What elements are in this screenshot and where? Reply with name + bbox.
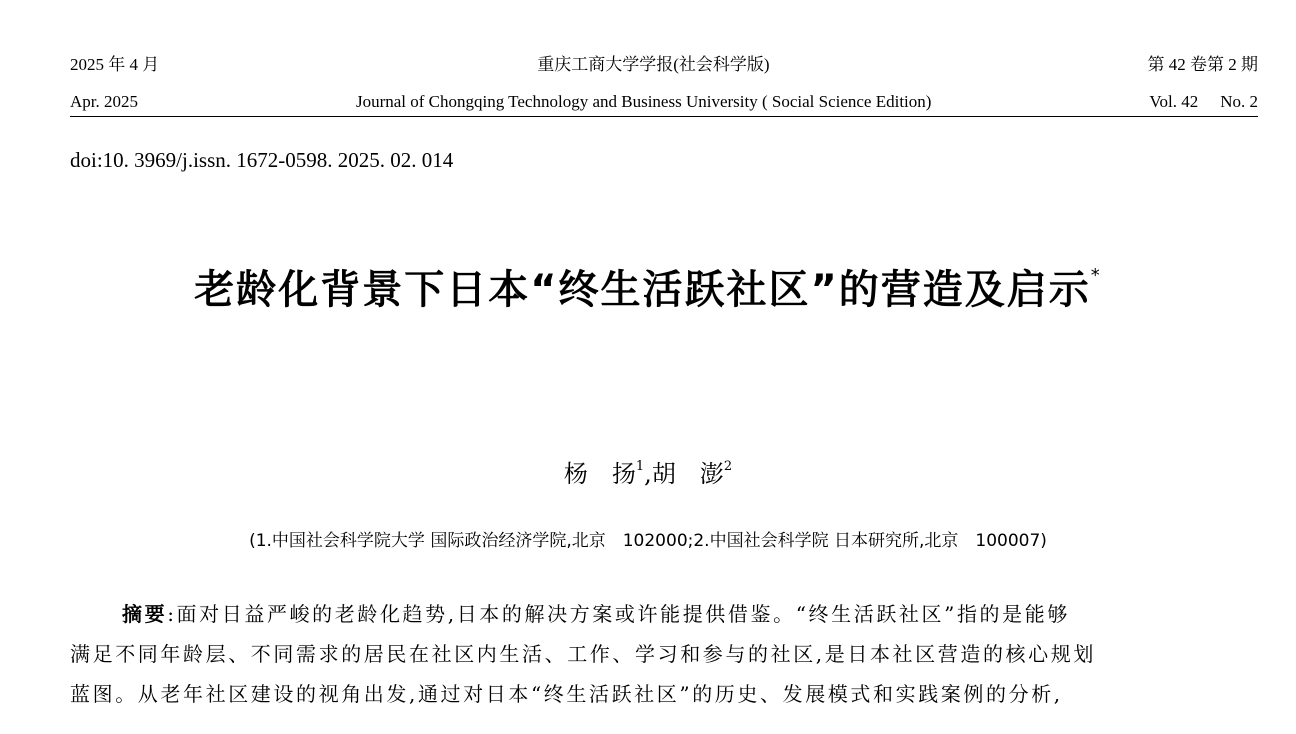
- abstract-line: [70, 594, 1258, 634]
- journal-name-en: Journal of Chongqing Technology and Business University ( Social Science Edition): [355, 92, 932, 111]
- author-affiliation-mark: 2: [723, 459, 733, 474]
- abstract-label: 摘要: [122, 602, 168, 626]
- paper-title: [0, 258, 1296, 315]
- author-list: [0, 454, 1296, 489]
- abstract-text: 面对日益严峻的老龄化趋势,日本的解决方案或许能提供借鉴。“终生活跃社区”指的是能够: [176, 602, 1070, 626]
- abstract-line: 蓝图。从老年社区建设的视角出发,通过对日本“终生活跃社区”的历史、发展模式和实践案例的分析,: [70, 682, 1063, 706]
- author-name: 胡 澎: [651, 460, 724, 488]
- journal-header-english: [70, 92, 1258, 112]
- number-en: No. 2: [1220, 92, 1258, 111]
- abstract-line: 满足不同年龄层、不同需求的居民在社区内生活、工作、学习和参与的社区,是日本社区营造的核心规划: [70, 642, 1096, 666]
- author-name: 杨 扬: [563, 460, 636, 488]
- affiliations: (1.中国社会科学院大学 国际政治经济学院,北京 102000;2.中国社会科学院 日本研究所,北京 100007): [249, 531, 1047, 551]
- volume-issue-cn: 第 42 卷第 2 期: [1147, 55, 1258, 74]
- issue-date-cn: 2025 年 4 月: [70, 55, 160, 74]
- title-footnote-mark: *: [1090, 265, 1102, 286]
- header-divider: [70, 116, 1258, 117]
- issue-date-en: Apr. 2025: [70, 92, 138, 111]
- author-affiliation-mark: 1: [635, 459, 645, 474]
- journal-name-cn: 重庆工商大学学报(社会科学版): [537, 55, 770, 74]
- author-separator: ,: [644, 460, 652, 488]
- volume-issue-en: [1149, 92, 1258, 112]
- volume-en: Vol. 42: [1149, 92, 1199, 111]
- abstract-colon: :: [167, 602, 177, 626]
- doi: doi:10. 3969/j.issn. 1672-0598. 2025. 02. 014: [70, 148, 454, 172]
- paper-title-text: 老龄化背景下日本“终生活跃社区”的营造及启示: [194, 267, 1091, 313]
- abstract: [70, 594, 1258, 714]
- journal-header-chinese: [70, 50, 1258, 75]
